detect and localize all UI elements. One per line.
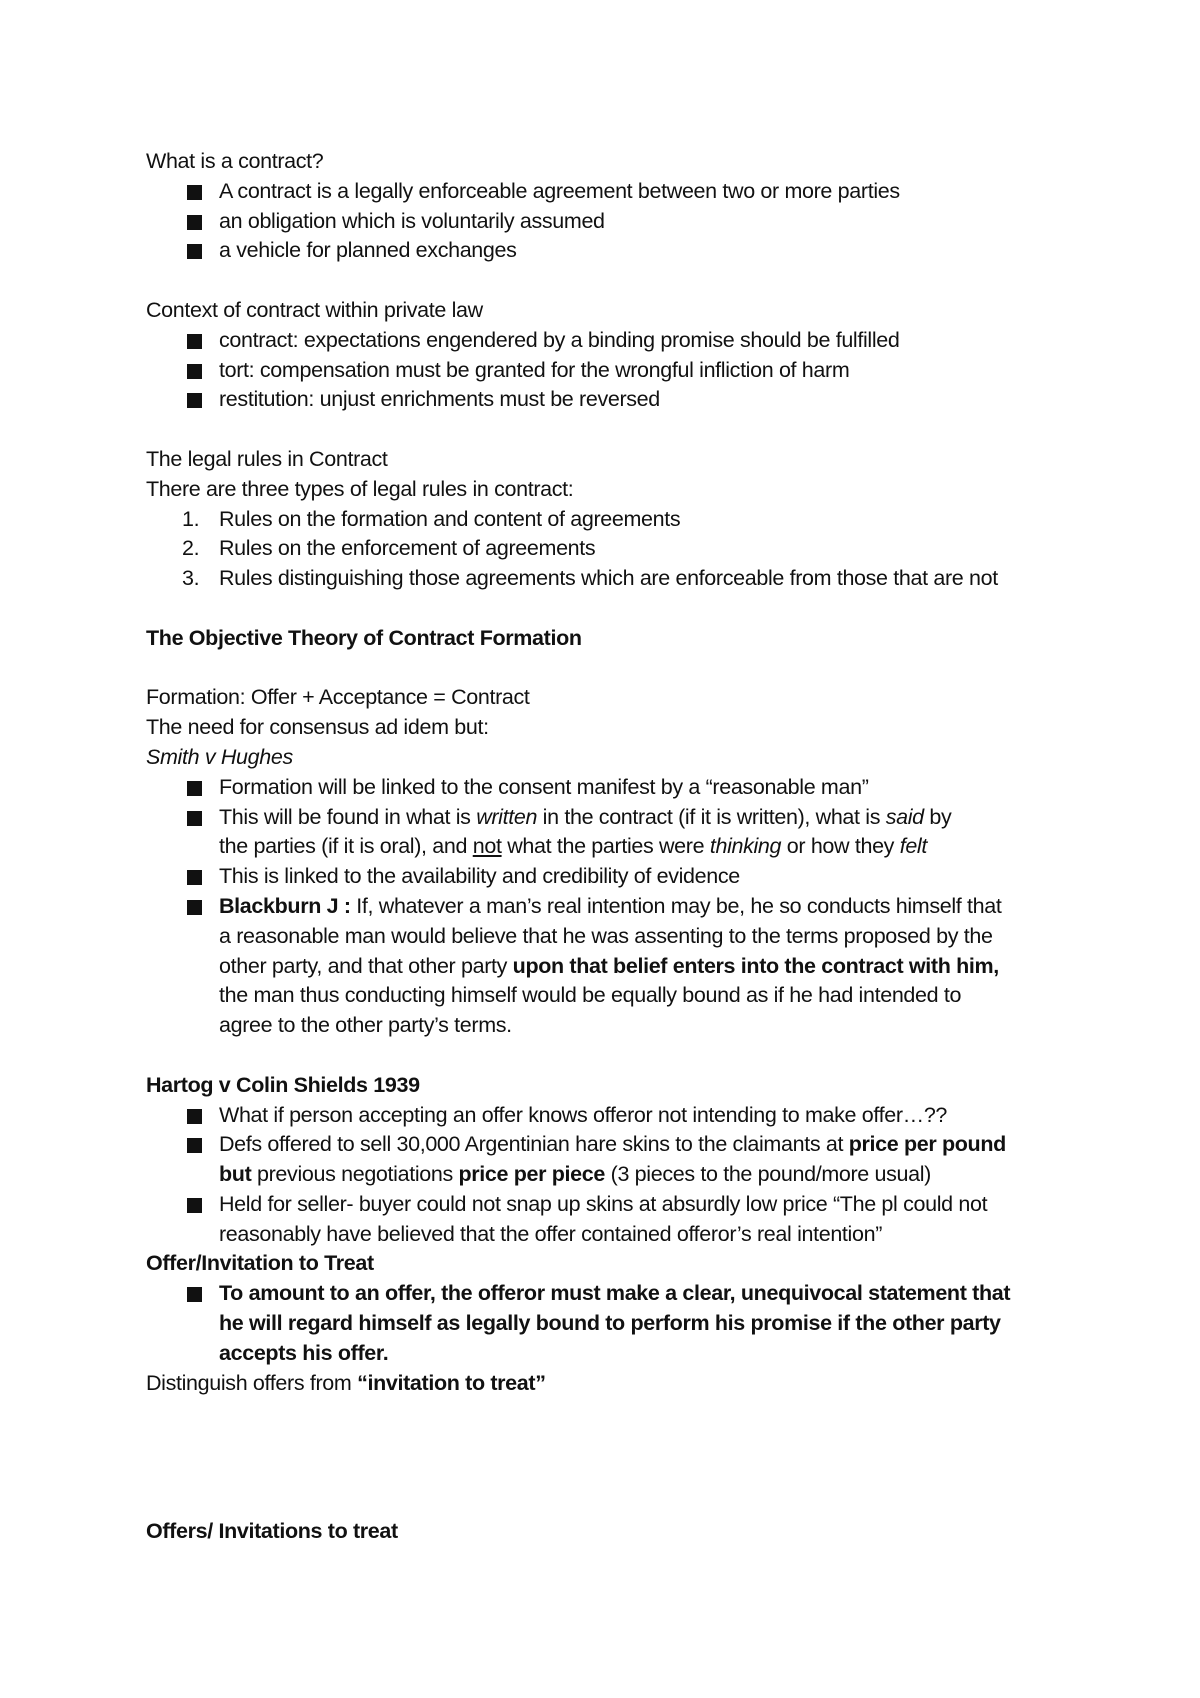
list-item: a vehicle for planned exchanges: [146, 236, 1106, 266]
bullet-list-private-law: [146, 326, 1106, 415]
consensus-line: The need for consensus ad idem but:: [146, 715, 489, 740]
list-item: contract: expectations engendered by a binding promise should be fulfilled: [146, 326, 1106, 356]
list-item: To amount to an offer, the offeror must make a clear, unequivocal statement that he will regard himself as legally bound to perform his promise if the other party accepts his offer.: [146, 1279, 1106, 1368]
square-bullet-icon: [187, 185, 202, 200]
section-title-objective-theory: The Objective Theory of Contract Formation: [146, 625, 582, 650]
list-item: 2. Rules on the enforcement of agreements: [182, 536, 596, 561]
bullet-list-objective-theory: [146, 773, 1106, 1041]
section-title-legal-rules: The legal rules in Contract: [146, 446, 388, 471]
square-bullet-icon: [187, 811, 202, 826]
bullet-list-offer: [146, 1279, 1106, 1368]
list-item: This will be found in what is written in the contract (if it is written), what is said by the parties (if it is oral), and not what the parties were thinking or how they felt: [146, 803, 1106, 863]
list-item: restitution: unjust enrichments must be reversed: [146, 385, 1106, 415]
square-bullet-icon: [187, 334, 202, 349]
formation-equation: Formation: Offer + Acceptance = Contract: [146, 685, 530, 710]
square-bullet-icon: [187, 1138, 202, 1153]
square-bullet-icon: [187, 1198, 202, 1213]
square-bullet-icon: [187, 781, 202, 796]
list-item: Formation will be linked to the consent manifest by a “reasonable man”: [146, 773, 1106, 803]
list-item: Blackburn J : If, whatever a man’s real intention may be, he so conducts himself that a reasonable man would believe that he was assenting to the terms proposed by the other party, and that other party upon that belief enters into the contract with him, the man thus conducting himself would be equally bound as if he had intended to agree to the other party’s terms.: [146, 892, 1106, 1041]
document-page: [146, 147, 1106, 1547]
bullet-list-contract-definition: [146, 177, 1106, 266]
list-item: A contract is a legally enforceable agreement between two or more parties: [146, 177, 1106, 207]
legal-rules-intro: There are three types of legal rules in contract:: [146, 476, 574, 501]
square-bullet-icon: [187, 900, 202, 915]
square-bullet-icon: [187, 364, 202, 379]
list-item: Held for seller- buyer could not snap up skins at absurdly low price “The pl could not reasonably have believed that the offer contained offeror’s real intention”: [146, 1190, 1106, 1250]
numbered-list-legal-rules: [146, 505, 1106, 594]
bullet-list-hartog: [146, 1101, 1106, 1250]
square-bullet-icon: [187, 870, 202, 885]
square-bullet-icon: [187, 244, 202, 259]
section-title-what-is-contract: What is a contract?: [146, 149, 324, 173]
list-item: tort: compensation must be granted for the wrongful infliction of harm: [146, 356, 1106, 386]
square-bullet-icon: [187, 215, 202, 230]
section-title-private-law: Context of contract within private law: [146, 297, 483, 322]
list-item: an obligation which is voluntarily assumed: [146, 207, 1106, 237]
case-name-smith-v-hughes: Smith v Hughes: [146, 744, 293, 769]
list-item: What if person accepting an offer knows offeror not intending to make offer…??: [146, 1101, 1106, 1131]
list-item: 1. Rules on the formation and content of agreements: [182, 506, 681, 531]
square-bullet-icon: [187, 1287, 202, 1302]
square-bullet-icon: [187, 393, 202, 408]
section-title-offers-invitations: Offers/ Invitations to treat: [146, 1519, 398, 1544]
section-title-hartog: Hartog v Colin Shields 1939: [146, 1072, 420, 1097]
distinguish-line: Distinguish offers from “invitation to treat”: [146, 1370, 546, 1395]
square-bullet-icon: [187, 1109, 202, 1124]
list-item: Defs offered to sell 30,000 Argentinian hare skins to the claimants at price per pound but previous negotiations price per piece (3 pieces to the pound/more usual): [146, 1130, 1106, 1190]
section-title-offer-invitation: Offer/Invitation to Treat: [146, 1251, 374, 1276]
list-item: 3. Rules distinguishing those agreements which are enforceable from those that are not: [182, 566, 998, 591]
list-item: This is linked to the availability and credibility of evidence: [146, 862, 1106, 892]
judge-name: Blackburn J :: [219, 893, 351, 918]
